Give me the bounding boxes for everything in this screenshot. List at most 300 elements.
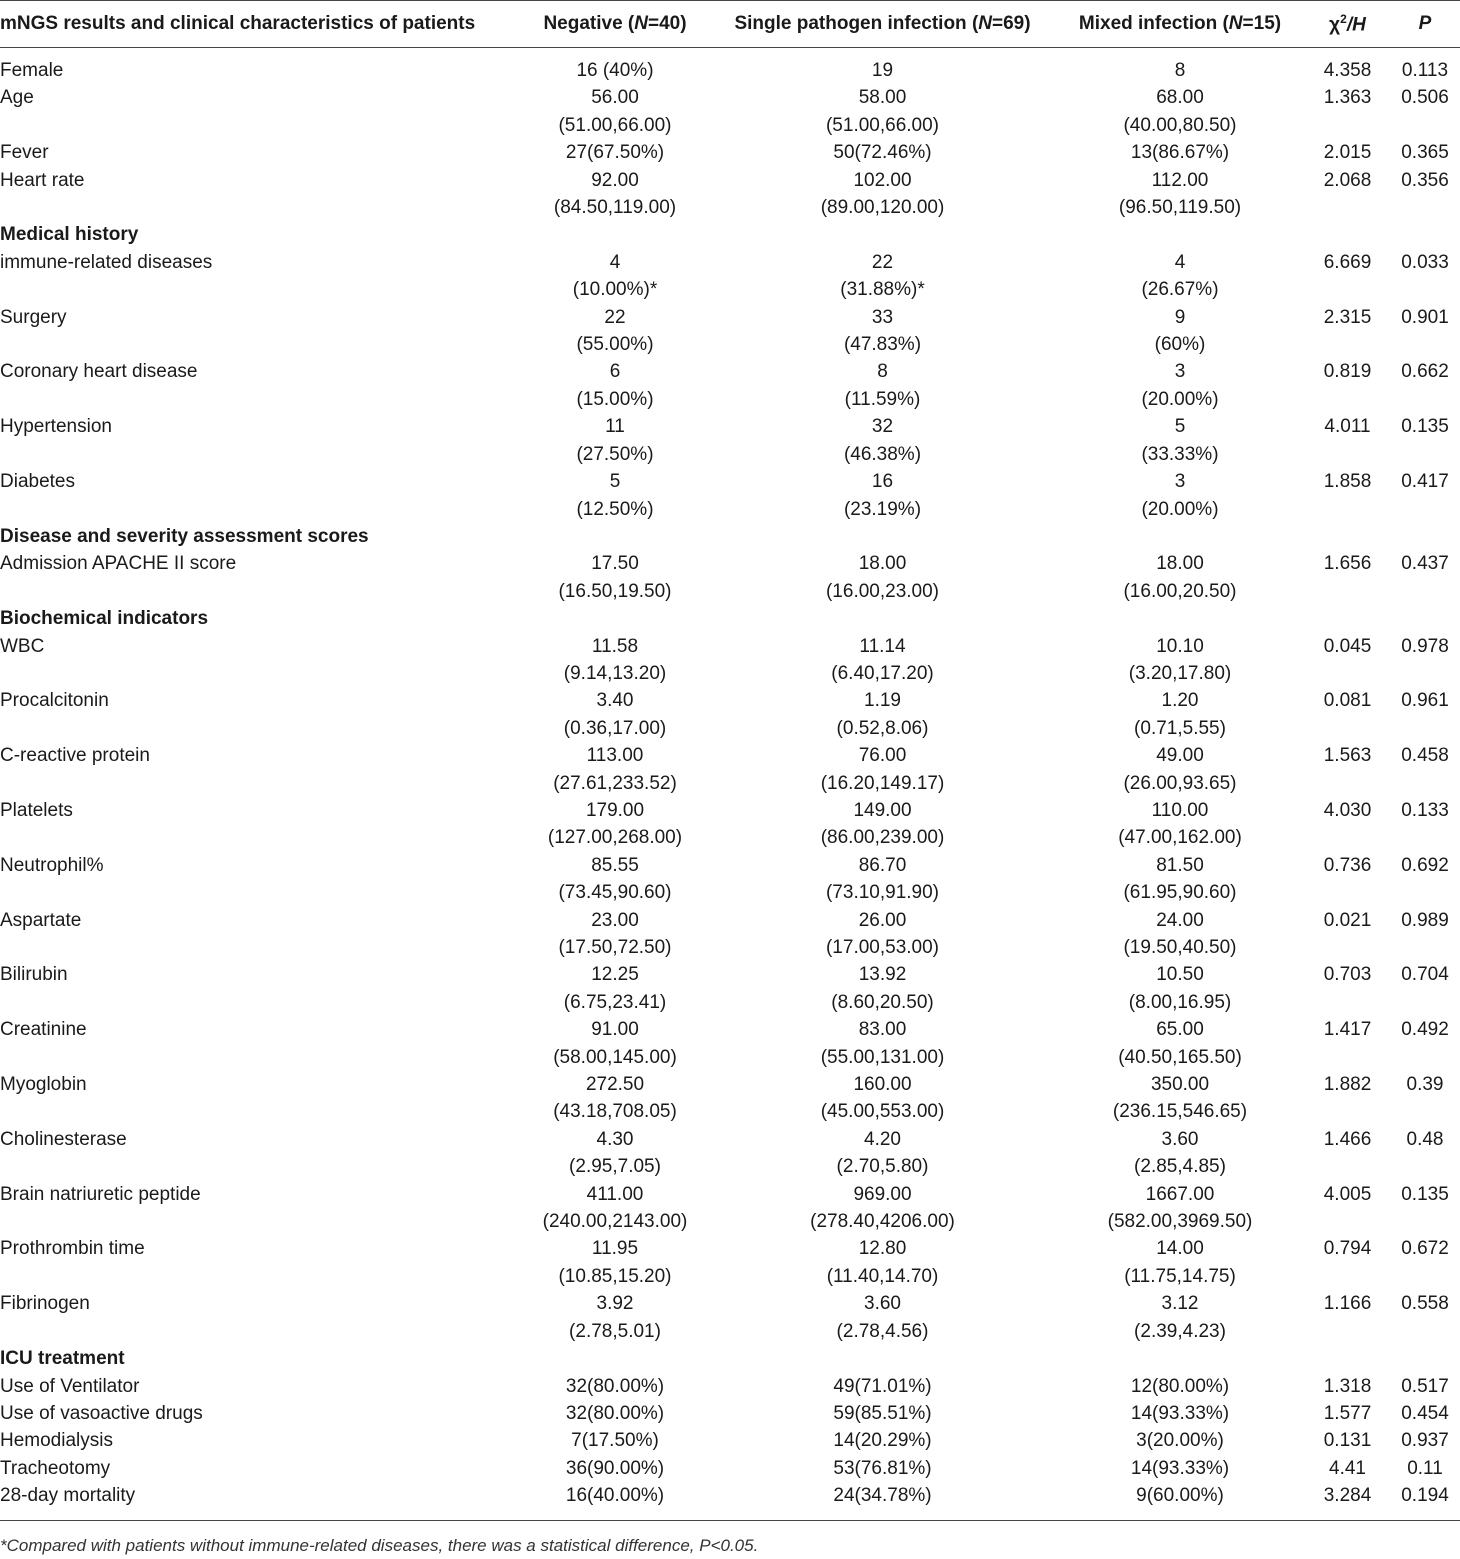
cell-single-line: 969.00 [853, 1183, 912, 1205]
cell-p-value: 0.492 [1401, 1019, 1449, 1041]
cell-single-line: (86.00,239.00) [820, 827, 945, 849]
cell-neg-line: (0.36,17.00) [563, 717, 667, 739]
cell-single [710, 1016, 1055, 1071]
cell-mixed [1055, 852, 1305, 907]
cell-single [710, 249, 1055, 304]
cell-p-value: 0.11 [1407, 1457, 1443, 1479]
cell-mixed-line: 112.00 [1151, 169, 1209, 191]
cell-statistic: 0.021 [1323, 909, 1372, 931]
row-label: Hypertension [0, 416, 112, 438]
cell-mixed-line: 14(93.33%) [1130, 1457, 1230, 1479]
cell-neg-line: (10.00%)* [572, 279, 658, 301]
cell-neg-line: (2.78,5.01) [569, 1320, 661, 1342]
cell-single [710, 797, 1055, 852]
cell-neg-line: (16.50,19.50) [558, 580, 672, 602]
cell-single-line: (278.40,4206.00) [810, 1211, 955, 1233]
row-label: Prothrombin time [0, 1238, 145, 1260]
cell-single [710, 687, 1055, 742]
cell-mixed [1055, 907, 1305, 962]
cell-mixed-line: 24.00 [1156, 909, 1204, 931]
cell-single-line: 83.00 [858, 1019, 907, 1041]
cell-single [710, 48, 1055, 85]
cell-statistic: 1.166 [1323, 1293, 1372, 1315]
cell-mixed [1055, 687, 1305, 742]
cell-mixed [1055, 249, 1305, 304]
cell-mixed [1055, 1373, 1305, 1400]
cell-neg-line: (55.00%) [576, 334, 654, 356]
cell-single-line: (17.00,53.00) [825, 937, 940, 958]
cell-neg-line: 411.00 [586, 1183, 644, 1205]
cell-neg-line: 16(40.00%) [565, 1485, 665, 1507]
cell-statistic: 0.131 [1323, 1430, 1372, 1452]
cell-single-line: (31.88%)* [840, 279, 925, 301]
table-row [0, 1455, 1460, 1482]
cell-single-line: 4.20 [864, 1128, 901, 1150]
cell-mixed-line: (96.50,119.50) [1118, 197, 1242, 219]
cell-neg-line: 92.00 [591, 169, 639, 191]
cell-neg-line: (17.50,72.50) [558, 937, 672, 958]
row-label: 28-day mortality [0, 1482, 520, 1520]
cell-neg [520, 1290, 710, 1345]
cell-p-value: 0.558 [1401, 1293, 1449, 1315]
cell-neg-line: 11.95 [591, 1238, 639, 1260]
table-row [0, 139, 1460, 166]
cell-statistic: 4.011 [1324, 416, 1371, 438]
cell-single-line: 26.00 [858, 909, 907, 931]
cell-neg [520, 249, 710, 304]
cell-mixed-line: 1667.00 [1145, 1183, 1215, 1205]
cell-mixed [1055, 550, 1305, 605]
cell-mixed [1055, 413, 1305, 468]
cell-p-value: 0.937 [1401, 1430, 1449, 1452]
cell-single-line: 16 [871, 471, 894, 493]
table-row [0, 797, 1460, 852]
cell-mixed-line: 5 [1174, 416, 1186, 438]
row-label: Myoglobin [0, 1074, 87, 1096]
cell-single-line: 12.80 [858, 1238, 907, 1260]
cell-neg [520, 468, 710, 523]
cell-mixed [1055, 742, 1305, 797]
cell-single [710, 358, 1055, 413]
cell-neg [520, 84, 710, 139]
cell-neg-line: (6.75,23.41) [563, 991, 667, 1013]
cell-statistic: 1.882 [1323, 1074, 1372, 1096]
cell-single-line: (0.52,8.06) [836, 717, 929, 739]
cell-neg [520, 413, 710, 468]
cell-neg [520, 1016, 710, 1071]
cell-mixed [1055, 1235, 1305, 1290]
cell-mixed-line: (33.33%) [1141, 443, 1219, 465]
cell-p-value: 0.692 [1401, 854, 1449, 876]
cell-neg [520, 139, 710, 166]
cell-neg-line: 179.00 [585, 799, 645, 821]
cell-neg-line: 17.50 [591, 553, 639, 575]
cell-mixed-line: (20.00%) [1141, 388, 1219, 410]
cell-neg-line: (9.14,13.20) [563, 662, 667, 684]
cell-p-value: 0.672 [1401, 1238, 1449, 1260]
cell-neg [520, 1373, 710, 1400]
cell-mixed-line: (19.50,40.50) [1123, 937, 1237, 958]
table-row [0, 1071, 1460, 1126]
cell-single-line: 50(72.46%) [833, 142, 932, 164]
cell-statistic: 2.015 [1323, 142, 1372, 164]
cell-mixed-line: (11.75,14.75) [1124, 1265, 1236, 1287]
cell-neg-line: (2.95,7.05) [569, 1156, 661, 1178]
cell-mixed [1055, 167, 1305, 222]
cell-statistic: 0.794 [1323, 1238, 1372, 1260]
cell-neg [520, 304, 710, 359]
cell-single [710, 1455, 1055, 1482]
cell-single [710, 413, 1055, 468]
table-row [0, 907, 1460, 962]
cell-single-line: (16.00,23.00) [825, 580, 940, 602]
cell-mixed [1055, 1016, 1305, 1071]
header-mixed-infection: Mixed infection (N=15) [1055, 1, 1305, 48]
header-single-pathogen: Single pathogen infection (N=69) [710, 1, 1055, 48]
cell-mixed [1055, 1455, 1305, 1482]
cell-statistic: 4.005 [1323, 1183, 1372, 1205]
row-label: Bilirubin [0, 964, 68, 986]
cell-mixed-line: 3(20.00%) [1136, 1430, 1224, 1452]
cell-mixed-line: (2.39,4.23) [1134, 1320, 1226, 1342]
cell-neg-line: (27.61,233.52) [553, 772, 677, 794]
cell-neg-line: 91.00 [591, 1019, 639, 1041]
table-row [0, 852, 1460, 907]
cell-neg-line: 4.30 [596, 1128, 634, 1150]
row-label: Coronary heart disease [0, 361, 198, 383]
cell-mixed-line: (0.71,5.55) [1134, 717, 1226, 739]
cell-mixed-line: (20.00%) [1141, 498, 1219, 520]
row-label: Use of Ventilator [0, 1375, 140, 1397]
row-label: Use of vasoactive drugs [0, 1402, 203, 1424]
cell-neg-line: 11.58 [591, 635, 639, 657]
table-body [0, 48, 1460, 1521]
table-row [0, 468, 1460, 523]
cell-mixed [1055, 1071, 1305, 1126]
row-label: Aspartate [0, 909, 82, 931]
cell-mixed-line: 14.00 [1156, 1238, 1204, 1260]
cell-statistic: 6.669 [1323, 251, 1372, 273]
cell-single [710, 468, 1055, 523]
cell-neg-line: 113.00 [586, 745, 644, 767]
cell-single-line: 59(85.51%) [833, 1402, 932, 1424]
cell-neg-line: 272.50 [585, 1074, 645, 1096]
cell-mixed [1055, 1400, 1305, 1427]
cell-statistic: 1.363 [1323, 87, 1372, 109]
cell-mixed-line: 10.50 [1156, 964, 1204, 986]
cell-mixed [1055, 139, 1305, 166]
table-row [0, 550, 1460, 605]
table-row [0, 1400, 1460, 1427]
cell-neg [520, 1071, 710, 1126]
cell-p-value: 0.961 [1401, 690, 1449, 712]
cell-mixed-line: (47.00,162.00) [1118, 827, 1242, 849]
cell-p-value: 0.113 [1401, 60, 1449, 81]
row-label: Heart rate [0, 169, 85, 191]
row-label: Brain natriuretic peptide [0, 1183, 201, 1205]
cell-single-line: (51.00,66.00) [825, 114, 940, 136]
cell-mixed [1055, 304, 1305, 359]
row-label: Fever [0, 142, 49, 164]
cell-mixed-line: 8 [1174, 60, 1186, 81]
cell-p-value: 0.989 [1401, 909, 1449, 931]
cell-single-line: (11.59%) [844, 388, 921, 410]
cell-neg [520, 48, 710, 85]
cell-neg-line: 4 [609, 251, 621, 273]
cell-neg [520, 1126, 710, 1181]
cell-single [710, 139, 1055, 166]
cell-mixed-line: 12(80.00%) [1130, 1375, 1230, 1397]
table-row [0, 1290, 1460, 1345]
cell-neg-line: 22 [604, 306, 626, 328]
cell-single-line: 53(76.81%) [833, 1457, 932, 1479]
cell-single-line: 160.00 [853, 1074, 912, 1096]
cell-p-value: 0.458 [1401, 745, 1449, 767]
section-heading: Biochemical indicators [0, 608, 209, 630]
cell-single-line: 22 [871, 251, 894, 273]
cell-neg-line: 11 [605, 416, 625, 438]
section-row [0, 605, 1460, 632]
cell-neg-line: 5 [609, 471, 621, 493]
section-heading: Disease and severity assessment scores [0, 525, 369, 547]
cell-statistic: 0.703 [1323, 964, 1372, 986]
cell-neg-line: 32(80.00%) [565, 1402, 665, 1424]
row-label: WBC [0, 635, 45, 657]
cell-statistic: 1.656 [1323, 553, 1372, 575]
cell-mixed-line: 3.12 [1161, 1293, 1199, 1315]
cell-statistic: 4.41 [1329, 1457, 1366, 1479]
table-row [0, 1427, 1460, 1454]
table-row [0, 1373, 1460, 1400]
table-row [0, 1235, 1460, 1290]
cell-statistic: 2.068 [1323, 169, 1372, 191]
cell-mixed [1055, 1482, 1305, 1520]
header-characteristics: mNGS results and clinical characteristics of patients [0, 1, 520, 48]
row-label: Diabetes [0, 471, 75, 493]
cell-statistic: 2.315 [1323, 306, 1372, 328]
cell-neg-line: (12.50%) [576, 498, 654, 520]
cell-mixed-line: (40.00,80.50) [1123, 114, 1237, 136]
cell-single-line: 1.19 [864, 690, 901, 712]
cell-single [710, 742, 1055, 797]
cell-single-line: 14(20.29%) [833, 1430, 932, 1452]
cell-p-value: 0.135 [1401, 416, 1449, 438]
cell-single-line: 102.00 [853, 169, 912, 191]
cell-neg-line: 32(80.00%) [565, 1375, 665, 1397]
header-negative: Negative (N=40) [520, 1, 710, 48]
cell-p-value: 0.133 [1401, 799, 1449, 821]
cell-single [710, 907, 1055, 962]
table-row [0, 304, 1460, 359]
cell-mixed-line: (26.67%) [1141, 279, 1219, 301]
cell-statistic: 1.318 [1323, 1375, 1372, 1397]
cell-single [710, 1373, 1055, 1400]
cell-mixed-line: 13(86.67%) [1130, 142, 1230, 164]
cell-p-value: 0.901 [1401, 306, 1449, 328]
cell-neg-line: 7(17.50%) [571, 1430, 659, 1452]
cell-p-value: 0.704 [1401, 964, 1449, 986]
table-row [0, 633, 1460, 688]
cell-single-line: 32 [871, 416, 894, 438]
cell-p-value: 0.417 [1401, 471, 1449, 493]
table-row [0, 84, 1460, 139]
cell-single-line: (55.00,131.00) [820, 1046, 945, 1068]
cell-neg [520, 907, 710, 962]
cell-mixed [1055, 1181, 1305, 1236]
row-label: Admission APACHE II score [0, 553, 237, 575]
cell-p-value: 0.978 [1401, 635, 1449, 657]
cell-neg-line: (10.85,15.20) [558, 1265, 672, 1287]
cell-p-value: 0.365 [1401, 142, 1449, 164]
cell-mixed [1055, 84, 1305, 139]
cell-neg [520, 1455, 710, 1482]
cell-mixed [1055, 468, 1305, 523]
cell-mixed-line: 18.00 [1156, 553, 1204, 575]
table-row [0, 1126, 1460, 1181]
cell-neg-line: 23.00 [591, 909, 639, 931]
cell-single-line: 49(71.01%) [833, 1375, 932, 1397]
cell-p-value: 0.437 [1401, 553, 1449, 575]
row-label: C-reactive protein [0, 745, 150, 767]
cell-single-line: (73.10,91.90) [825, 882, 940, 904]
cell-p-value: 0.517 [1401, 1375, 1449, 1397]
cell-neg-line: (127.00,268.00) [547, 827, 683, 849]
table-row [0, 742, 1460, 797]
cell-statistic: 0.819 [1323, 361, 1372, 383]
cell-mixed-line: 81.50 [1156, 854, 1204, 876]
section-heading: Medical history [0, 224, 139, 246]
cell-single-line: (23.19%) [843, 498, 922, 520]
cell-mixed-line: 68.00 [1156, 87, 1204, 109]
cell-statistic: 1.466 [1323, 1128, 1372, 1150]
cell-mixed-line: (26.00,93.65) [1123, 772, 1237, 794]
section-row [0, 523, 1460, 550]
cell-mixed-line: 3 [1174, 361, 1186, 383]
cell-single-line: 18.00 [858, 553, 907, 575]
cell-neg-line: (27.50%) [576, 443, 654, 465]
table-row [0, 961, 1460, 1016]
table-row [0, 48, 1460, 85]
cell-neg-line: 3.40 [596, 690, 634, 712]
cell-mixed-line: 350.00 [1150, 1074, 1210, 1096]
cell-single [710, 633, 1055, 688]
cell-mixed-line: 65.00 [1156, 1019, 1204, 1041]
cell-single [710, 1400, 1055, 1427]
row-label: Neutrophil% [0, 854, 104, 876]
cell-mixed-line: 14(93.33%) [1130, 1402, 1230, 1424]
cell-single-line: (47.83%) [843, 334, 922, 356]
cell-neg-line: (73.45,90.60) [558, 882, 672, 904]
table-row [0, 249, 1460, 304]
cell-single [710, 1482, 1055, 1520]
cell-mixed-line: 1.20 [1161, 690, 1199, 712]
cell-single-line: (6.40,17.20) [831, 662, 934, 684]
cell-statistic: 1.577 [1323, 1402, 1372, 1424]
cell-neg-line: (240.00,2143.00) [542, 1211, 688, 1233]
cell-single [710, 167, 1055, 222]
cell-single-line: (16.20,149.17) [820, 772, 945, 794]
cell-single-line: (2.70,5.80) [836, 1156, 929, 1178]
cell-mixed-line: (60%) [1154, 334, 1206, 356]
cell-neg [520, 1427, 710, 1454]
cell-mixed [1055, 797, 1305, 852]
row-label: Hemodialysis [0, 1430, 113, 1452]
cell-mixed-line: 3 [1174, 471, 1186, 493]
cell-single-line: 149.00 [853, 799, 912, 821]
cell-mixed-line: (3.20,17.80) [1128, 662, 1232, 684]
footnote: *Compared with patients without immune-related diseases, there was a statistical difference, P<0.05. [0, 1536, 759, 1555]
cell-neg [520, 1181, 710, 1236]
cell-p-value: 0.662 [1401, 361, 1449, 383]
cell-mixed-line: 10.10 [1156, 635, 1204, 657]
cell-single-line: (2.78,4.56) [836, 1320, 929, 1342]
cell-mixed-line: (61.95,90.60) [1123, 882, 1237, 904]
cell-statistic: 4.358 [1323, 60, 1372, 81]
cell-mixed-line: 4 [1174, 251, 1186, 273]
cell-neg [520, 358, 710, 413]
cell-single-line: 24(34.78%) [833, 1485, 932, 1507]
row-label: Female [0, 60, 64, 81]
cell-single-line: (11.40,14.70) [826, 1265, 939, 1287]
cell-neg [520, 1400, 710, 1427]
cell-mixed-line: (16.00,20.50) [1123, 580, 1237, 602]
row-label: Surgery [0, 306, 67, 328]
cell-neg-line: 85.55 [591, 854, 639, 876]
cell-mixed [1055, 1126, 1305, 1181]
header-row [0, 1, 1460, 48]
cell-single-line: (46.38%) [843, 443, 922, 465]
cell-neg-line: 56.00 [591, 87, 639, 109]
cell-single [710, 1071, 1055, 1126]
cell-p-value: 0.39 [1406, 1074, 1444, 1096]
table-row [0, 1482, 1460, 1520]
row-label: Age [0, 87, 34, 109]
cell-single [710, 304, 1055, 359]
row-label: Procalcitonin [0, 690, 109, 712]
cell-single [710, 852, 1055, 907]
cell-single-line: 11.14 [859, 635, 906, 657]
cell-neg-line: (58.00,145.00) [553, 1046, 677, 1068]
cell-single-line: 86.70 [858, 854, 907, 876]
cell-statistic: 0.045 [1323, 635, 1372, 657]
cell-single-line: 76.00 [858, 745, 907, 767]
table-row [0, 167, 1460, 222]
cell-mixed [1055, 961, 1305, 1016]
cell-single-line: 19 [871, 60, 894, 81]
cell-neg-line: 36(90.00%) [565, 1457, 665, 1479]
table-row [0, 1016, 1460, 1071]
section-row [0, 1345, 1460, 1372]
cell-mixed [1055, 358, 1305, 413]
cell-single [710, 1181, 1055, 1236]
cell-single [710, 961, 1055, 1016]
cell-single [710, 550, 1055, 605]
table-row [0, 1181, 1460, 1236]
cell-single [710, 1126, 1055, 1181]
cell-single-line: 13.92 [858, 964, 907, 986]
row-label: Platelets [0, 799, 73, 821]
cell-mixed-line: 3.60 [1161, 1128, 1199, 1150]
cell-single [710, 84, 1055, 139]
table-row [0, 687, 1460, 742]
cell-p-value: 0.454 [1401, 1402, 1449, 1424]
cell-mixed-line: 9(60.00%) [1136, 1485, 1224, 1507]
cell-mixed-line: (236.15,546.65) [1112, 1101, 1248, 1123]
cell-single-line: 8 [877, 361, 888, 383]
cell-neg-line: 3.92 [596, 1293, 634, 1315]
cell-neg-line: 27(67.50%) [565, 142, 665, 164]
cell-statistic: 4.030 [1323, 799, 1372, 821]
